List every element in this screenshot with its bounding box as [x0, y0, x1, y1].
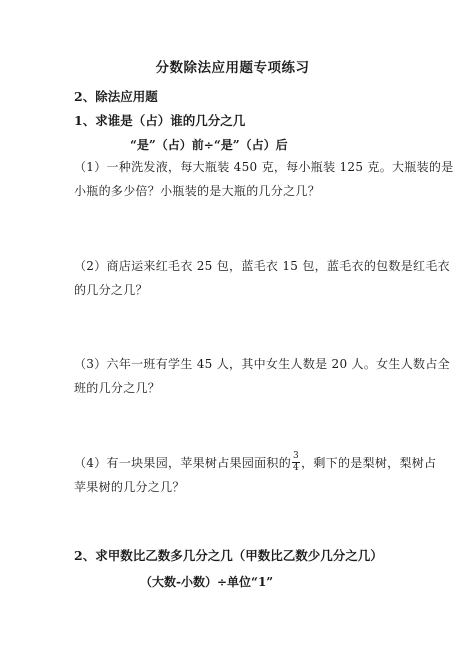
- problem-4-line-2: 苹果树的几分之几？: [74, 480, 185, 494]
- fraction-denominator: 4: [293, 463, 300, 473]
- problem-3-line-2: 班的几分之几？: [74, 381, 161, 395]
- part1-formula: “是”（占）前÷“是”（占）后: [130, 138, 288, 152]
- problem-4-text-before: （4）有一块果园，苹果树占果园面积的: [74, 456, 292, 470]
- section-heading: 2、除法应用题: [74, 89, 158, 104]
- part2-formula: （大数-小数）÷单位“1”: [140, 575, 274, 589]
- part1-heading: 1、求谁是（占）谁的几分之几: [74, 113, 246, 128]
- problem-2-line-1: （2）商店运来红毛衣 25 包，蓝毛衣 15 包，蓝毛衣的包数是红毛衣: [74, 259, 450, 273]
- part2-heading: 2、求甲数比乙数多几分之几（甲数比乙数少几分之几）: [74, 548, 383, 563]
- problem-1-line-1: （1）一种洗发液，每大瓶装 450 克，每小瓶装 125 克。大瓶装的是: [74, 160, 454, 174]
- problem-3-line-1: （3）六年一班有学生 45 人，其中女生人数是 20 人。女生人数占全: [74, 357, 450, 371]
- fraction-numerator: 3: [293, 451, 300, 461]
- problem-1-line-2: 小瓶的多少倍？小瓶装的是大瓶的几分之几？: [74, 184, 321, 198]
- fraction-three-quarters: [292, 452, 300, 473]
- document-title: 分数除法应用题专项练习: [155, 60, 310, 76]
- problem-2-line-2: 的几分之几？: [74, 283, 148, 297]
- problem-4-text-after: ，剩下的是梨树，梨树占: [301, 456, 437, 470]
- problem-4-line-1: [74, 453, 436, 474]
